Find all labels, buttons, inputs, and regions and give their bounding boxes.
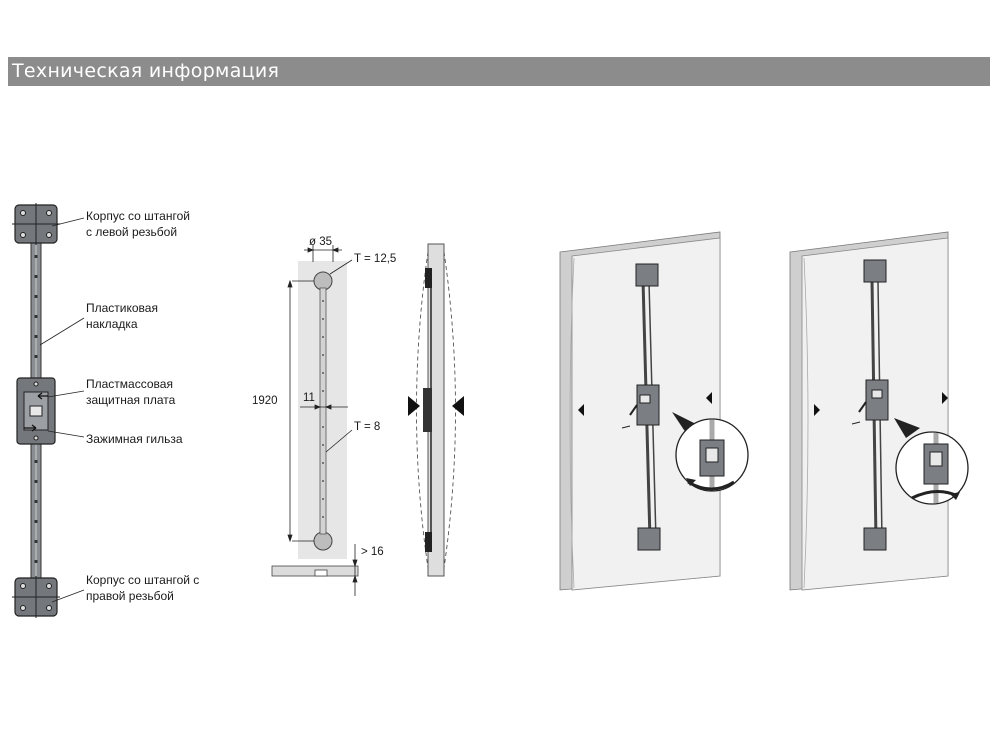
dim-thickness-rod: T = 8 (354, 421, 381, 433)
center-lock-box (17, 378, 55, 444)
side-profile (408, 244, 464, 576)
label-plastic-protective-plate: Пластмассовая защитная плата (86, 377, 176, 407)
dimension-drawing (272, 245, 358, 596)
section-title: Техническая информация (12, 60, 280, 82)
bottom-housing (12, 576, 60, 618)
door-illustration-1 (560, 232, 748, 590)
label-clamp-sleeve: Зажимная гильза (86, 432, 183, 446)
dim-min-edge: > 16 (361, 546, 384, 558)
dim-diameter: ø 35 (309, 236, 333, 248)
top-housing (12, 203, 60, 245)
door-illustration-2 (790, 232, 968, 590)
label-plastic-overlay: Пластиковая накладка (86, 301, 158, 331)
lock-assembly (12, 203, 84, 618)
dim-thickness-top: T = 12,5 (354, 253, 397, 265)
label-housing-right-thread: Корпус со штангой с правой резьбой (86, 573, 200, 603)
dim-length: 1920 (252, 395, 278, 407)
label-housing-left-thread: Корпус со штангой с левой резьбой (86, 209, 190, 239)
dim-width: 11 (303, 392, 315, 404)
